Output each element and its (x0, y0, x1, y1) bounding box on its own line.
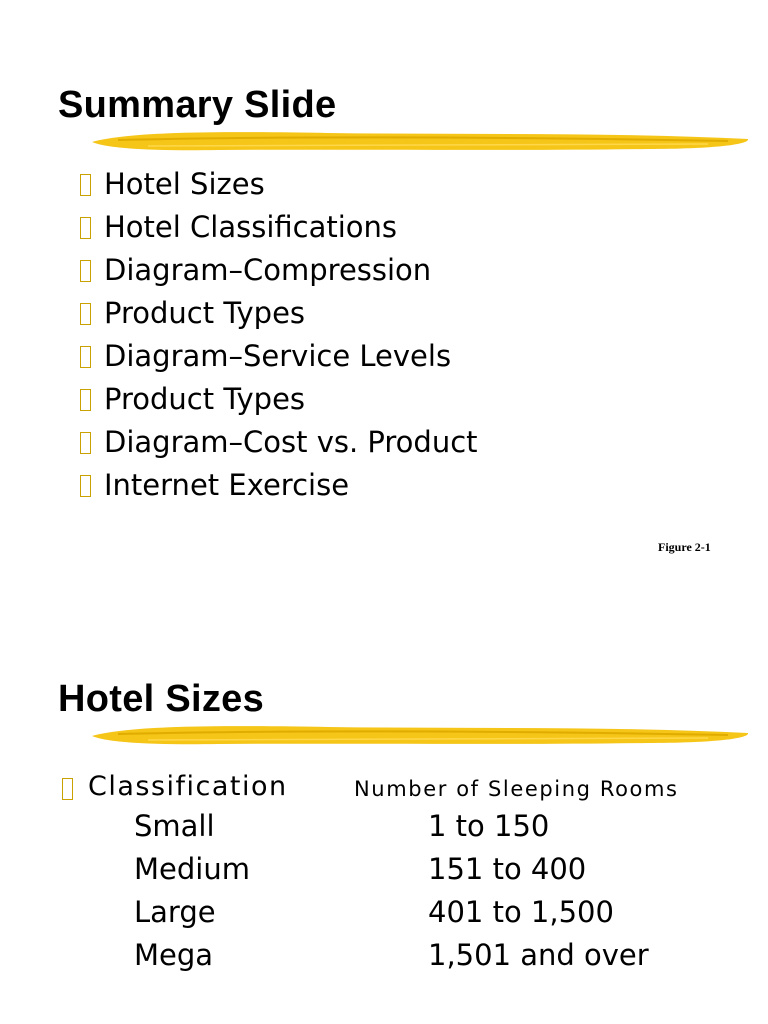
box-bullet-icon (80, 346, 91, 368)
rooms-cell: 401 to 1,500 (428, 895, 614, 929)
rooms-cell: 151 to 400 (428, 852, 587, 886)
size-table-header (62, 770, 752, 804)
box-bullet-icon (80, 389, 91, 411)
size-cell: Small (134, 809, 215, 843)
size-cell: Large (134, 895, 216, 929)
box-bullet-icon (80, 174, 91, 196)
rooms-cell: 1 to 150 (428, 809, 550, 843)
classification-header: Classification (88, 771, 288, 802)
list-item: Hotel Sizes (80, 163, 478, 206)
summary-slide-title: Summary Slide (58, 84, 337, 126)
box-bullet-icon (80, 217, 91, 239)
list-item: Diagram–Compression (80, 249, 478, 292)
sleeping-rooms-header: Number of Sleeping Rooms (354, 777, 679, 801)
list-item: Internet Exercise (80, 463, 478, 506)
table-row (134, 849, 734, 892)
table-row (134, 892, 734, 935)
list-item: Product Types (80, 377, 478, 420)
summary-bullet-list (80, 163, 478, 506)
box-bullet-icon (80, 303, 91, 325)
table-row (134, 935, 734, 978)
size-cell: Mega (134, 938, 214, 972)
rooms-cell: 1,501 and over (428, 938, 649, 972)
list-item: Diagram–Cost vs. Product (80, 420, 478, 463)
box-bullet-icon (80, 432, 91, 454)
hotel-size-table (134, 806, 734, 978)
box-bullet-icon (80, 260, 91, 282)
list-item: Diagram–Service Levels (80, 335, 478, 378)
table-row (134, 806, 734, 849)
title-underline-swash (88, 127, 752, 157)
hotel-sizes-title: Hotel Sizes (58, 678, 265, 720)
box-bullet-icon (62, 778, 73, 800)
size-cell: Medium (134, 852, 250, 886)
title-underline-swash (88, 721, 752, 751)
list-item: Hotel Classifications (80, 206, 478, 249)
list-item: Product Types (80, 292, 478, 335)
figure-label: Figure 2-1 (658, 540, 711, 554)
box-bullet-icon (80, 475, 91, 497)
